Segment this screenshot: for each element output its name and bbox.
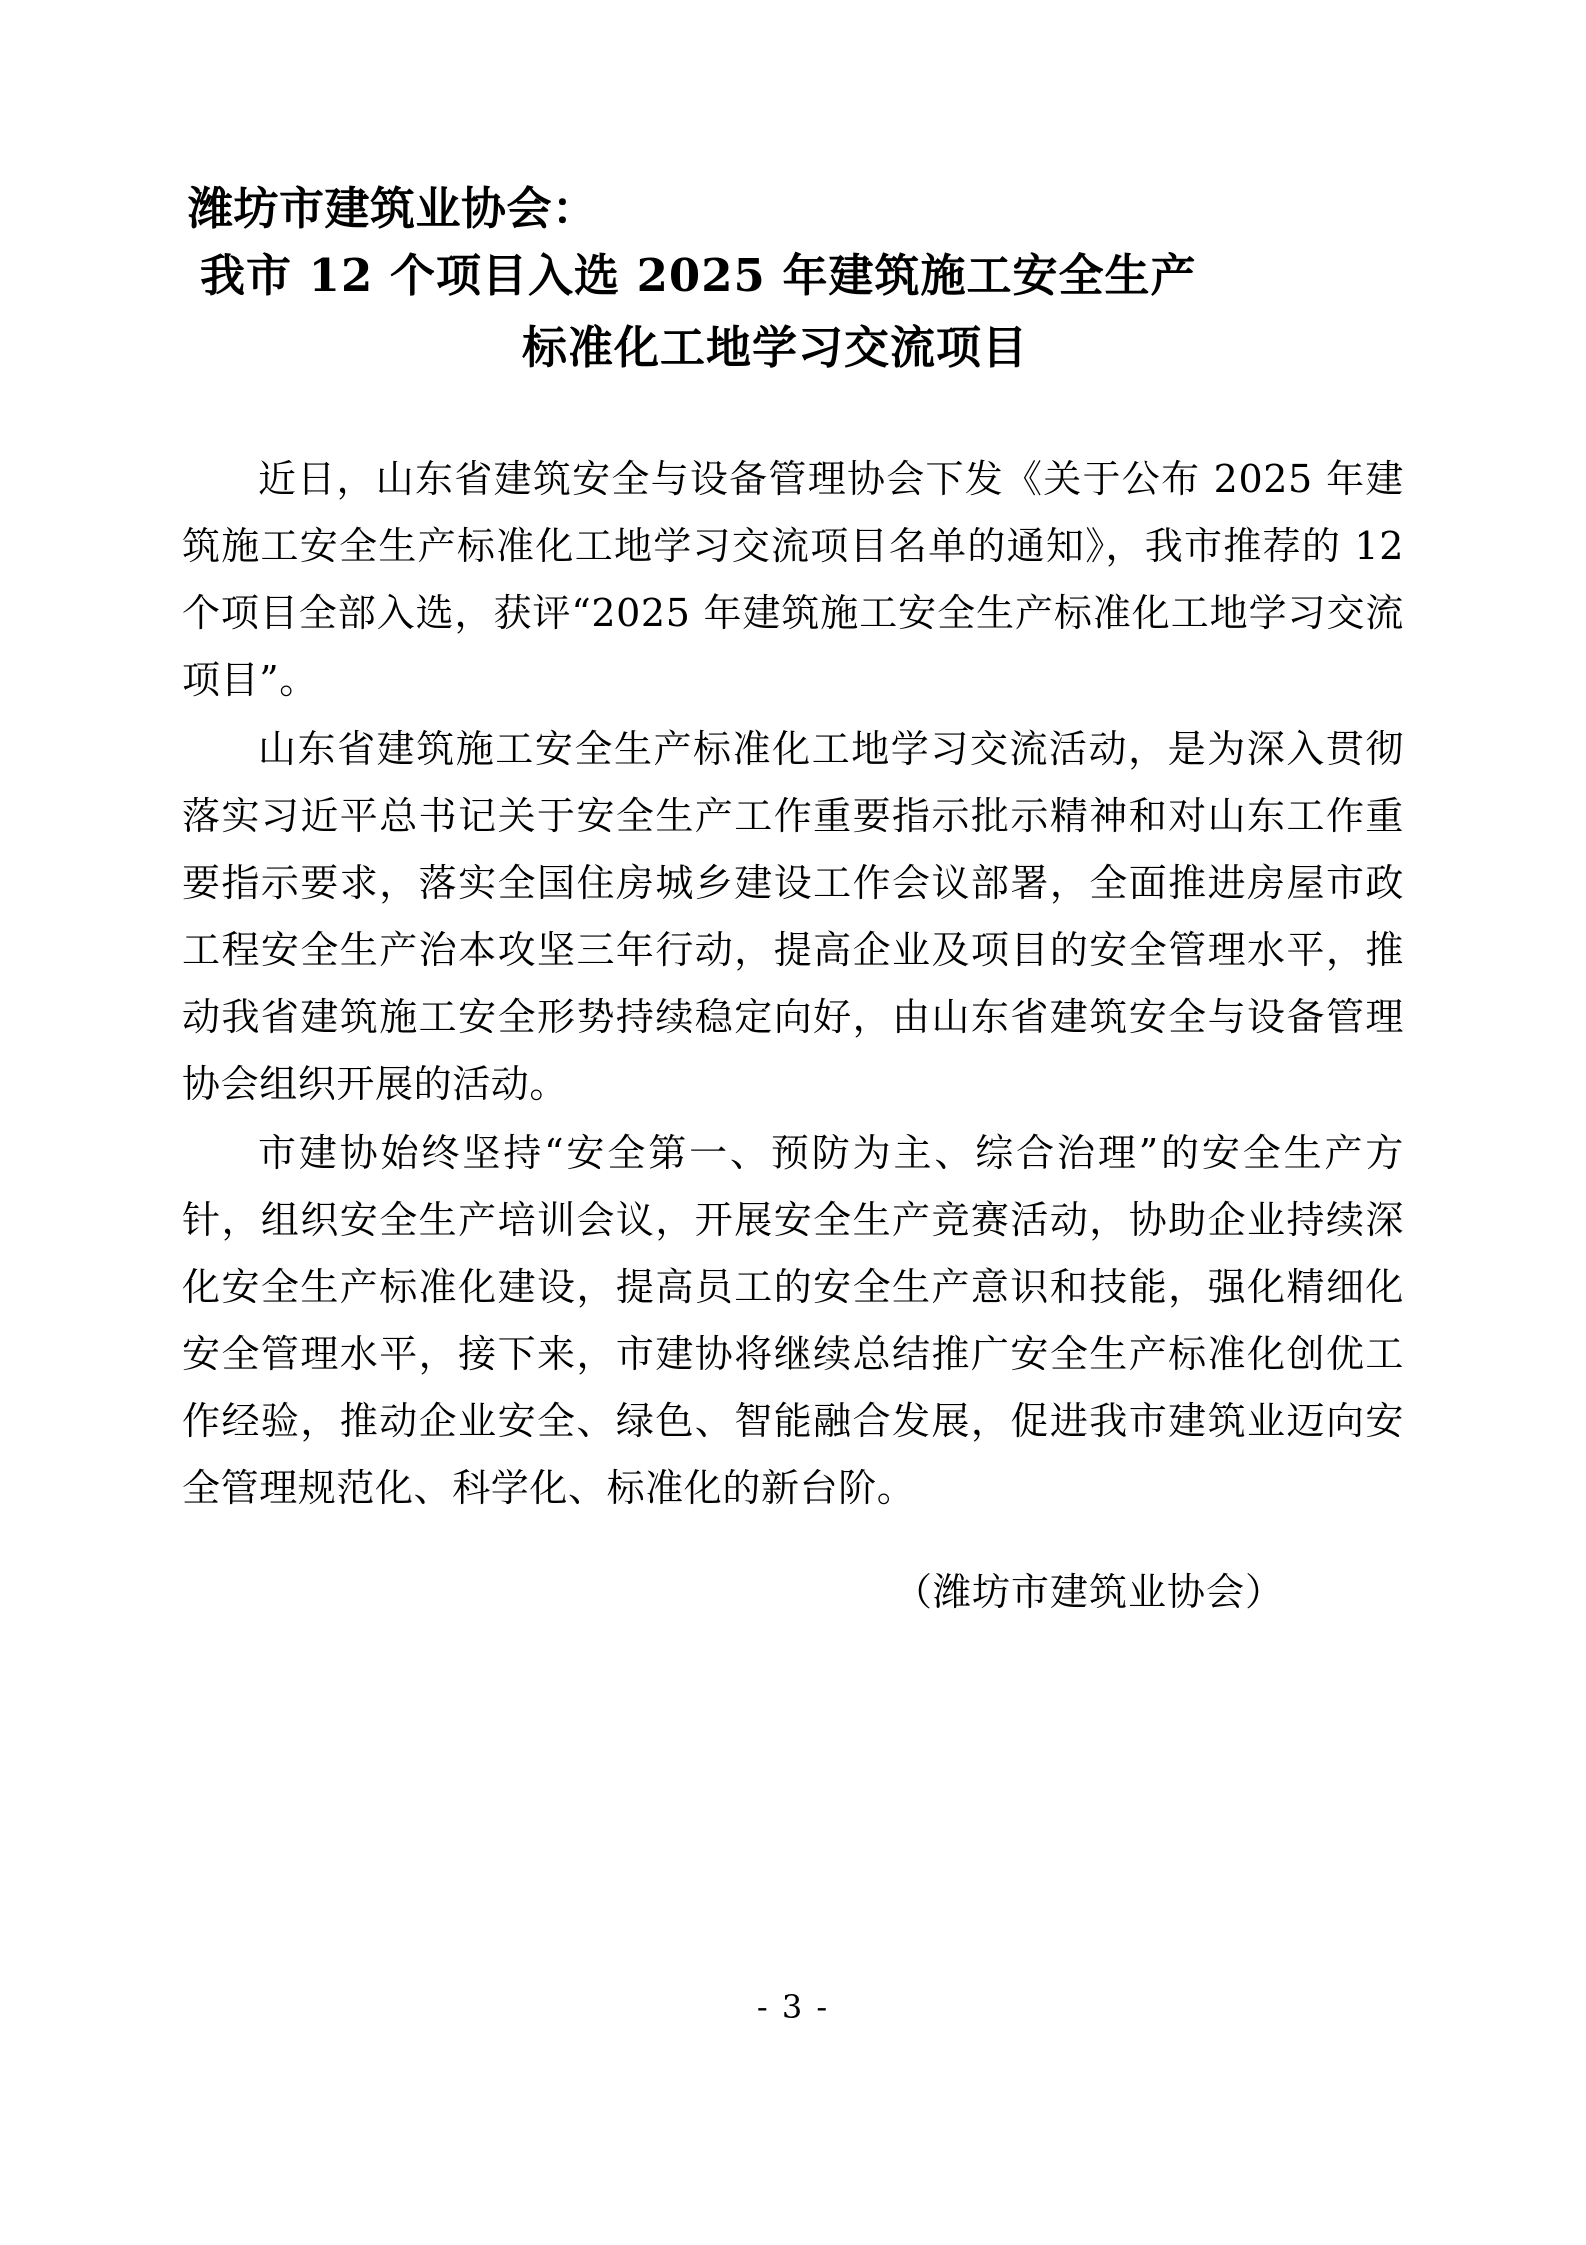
document-title [182,178,1404,384]
document-content [182,178,1404,1622]
document-signature: （潍坊市建筑业协会） [893,1570,1284,1614]
body-paragraph-1: 近日，山东省建筑安全与设备管理协会下发《关于公布 2025 年建筑施工安全生产标准化工地学习交流项目名单的通知》，我市推荐的 12 个项目全部入选，获评“2025 年建筑施工安全生产标准化工地学习交流项目”。 [182,457,1404,702]
title-line-1: 潍坊市建筑业协会： [188,182,598,235]
body-paragraph-3: 市建协始终坚持“安全第一、预防为主、综合治理”的安全生产方针，组织安全生产培训会议，开展安全生产竞赛活动，协助企业持续深化安全生产标准化建设，提高员工的安全生产意识和技能，强化精细化安全管理水平，接下来，市建协将继续总结推广安全生产标准化创优工作经验，推动企业安全、绿色、智能融合发展，促进我市建筑业迈向安全管理规范化、科学化、标准化的新台阶。 [182,1131,1404,1510]
document-body [182,446,1404,1522]
title-line-3: 标准化工地学习交流项目 [521,321,1028,374]
page-number: - 3 - [756,1988,830,2026]
title-line-2: 我市 12 个项目入选 2025 年建筑施工安全生产 [200,249,1197,302]
body-paragraph-2: 山东省建筑施工安全生产标准化工地学习交流活动，是为深入贯彻落实习近平总书记关于安全生产工作重要指示批示精神和对山东工作重要指示要求，落实全国住房城乡建设工作会议部署，全面推进房屋市政工程安全生产治本攻坚三年行动，提高企业及项目的安全管理水平，推动我省建筑施工安全形势持续稳定向好，由山东省建筑安全与设备管理协会组织开展的活动。 [182,727,1404,1106]
